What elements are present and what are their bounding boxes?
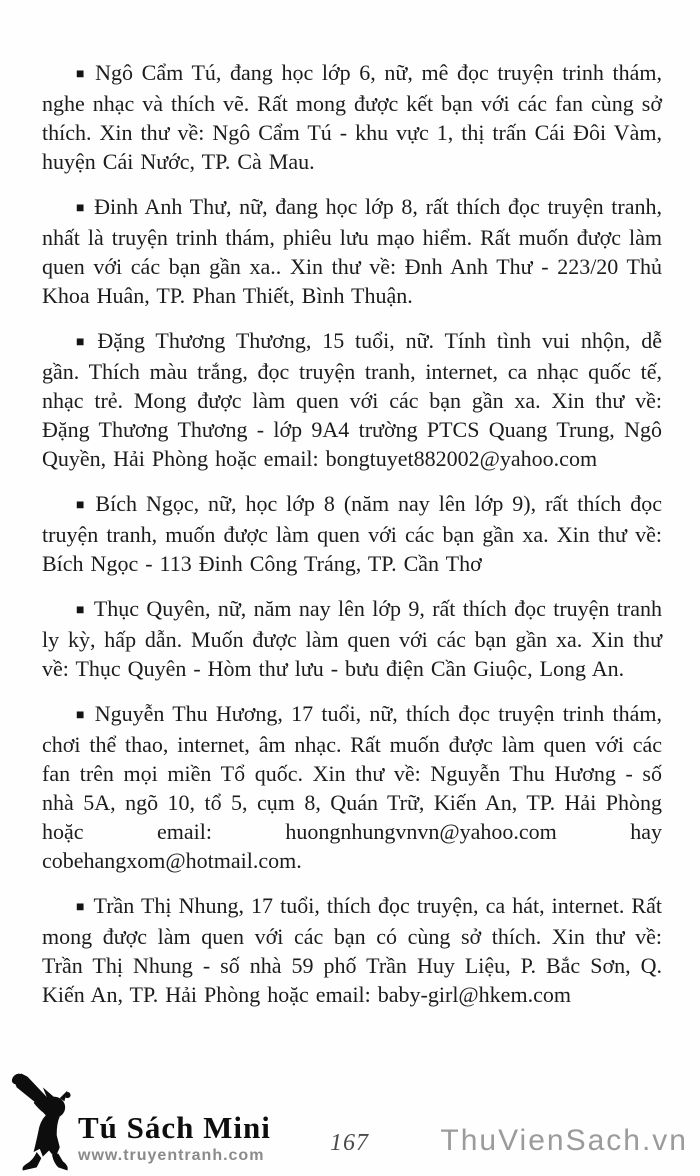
penpal-listings [42, 58, 662, 1025]
publisher-logo-text [78, 1112, 271, 1172]
site-watermark: ThuVienSach.vn [440, 1124, 688, 1157]
penpal-entry-text: Trần Thị Nhung, 17 tuổi, thích đọc truyện, ca hát, internet. Rất mong được làm quen với các bạn có cùng sở thích. Xin thư về: Trần Thị Nhung - số nhà 59 phố Trần Huy Liệu, P. Bắc Sơn, Q. Kiến An, TP. Hải Phòng hoặc email: baby-girl@hkem.com [42, 893, 662, 1007]
publisher-logo [10, 1072, 271, 1172]
penpal-entry [42, 326, 662, 473]
square-bullet-icon: ■ [76, 201, 86, 216]
mascot-silhouette-icon [10, 1072, 88, 1172]
penpal-entry [42, 489, 662, 578]
penpal-entry [42, 699, 662, 875]
penpal-entry [42, 192, 662, 310]
penpal-entry-text: Đặng Thương Thương, 15 tuổi, nữ. Tính tình vui nhộn, dễ gần. Thích màu trắng, đọc truyện tranh, internet, ca nhạc quốc tế, nhạc trẻ. Mong được làm quen với các bạn gần xa. Xin thư về: Đặng Thương Thương - lớp 9A4 trường PTCS Quang Trung, Ngô Quyền, Hải Phòng hoặc email: bongtuyet882002@yahoo.com [42, 328, 662, 471]
penpal-entry-text: Nguyễn Thu Hương, 17 tuổi, nữ, thích đọc truyện trinh thám, chơi thể thao, internet, âm nhạc. Rất muốn được làm quen với các fan trên mọi miền Tổ quốc. Xin thư về: Nguyễn Thu Hương - số nhà 5A, ngõ 10, tổ 5, cụm 8, Quán Trữ, Kiến An, TP. Hải Phòng hoặc email: huongnhungvnvn@yahoo.com hay cobehangxom@hotmail.com. [42, 701, 662, 873]
square-bullet-icon: ■ [76, 900, 85, 915]
penpal-entry-text: Ngô Cẩm Tú, đang học lớp 6, nữ, mê đọc truyện trinh thám, nghe nhạc và thích vẽ. Rất mong được kết bạn với các fan cùng sở thích. Xin thư về: Ngô Cẩm Tú - khu vực 1, thị trấn Cái Đôi Vàm, huyện Cái Nước, TP. Cà Mau. [42, 60, 662, 174]
penpal-entry-text: Đinh Anh Thư, nữ, đang học lớp 8, rất thích đọc truyện tranh, nhất là truyện trinh thám, phiêu lưu mạo hiểm. Rất muốn được làm quen với các bạn gần xa.. Xin thư về: Đnh Anh Thư - 223/20 Thủ Khoa Huân, TP. Phan Thiết, Bình Thuận. [42, 194, 662, 308]
square-bullet-icon: ■ [76, 335, 89, 350]
penpal-entry [42, 891, 662, 1009]
penpal-entry [42, 594, 662, 683]
square-bullet-icon: ■ [76, 67, 87, 82]
square-bullet-icon: ■ [76, 498, 87, 513]
square-bullet-icon: ■ [76, 603, 85, 618]
publisher-website: www.truyentranh.com [78, 1147, 265, 1164]
penpal-entry [42, 58, 662, 176]
square-bullet-icon: ■ [76, 708, 86, 723]
penpal-entry-text: Bích Ngọc, nữ, học lớp 8 (năm nay lên lớp 9), rất thích đọc truyện tranh, muốn được làm quen với các bạn gần xa. Xin thư về: Bích Ngọc - 113 Đinh Công Tráng, TP. Cần Thơ [42, 491, 662, 576]
publisher-name: Tú Sách Mini [78, 1110, 271, 1145]
penpal-entry-text: Thục Quyên, nữ, năm nay lên lớp 9, rất thích đọc truyện tranh ly kỳ, hấp dẫn. Muốn được làm quen với các bạn gần xa. Xin thư về: Thục Quyên - Hòm thư lưu - bưu điện Cần Giuộc, Long An. [42, 596, 662, 681]
page-number: 167 [330, 1130, 369, 1156]
